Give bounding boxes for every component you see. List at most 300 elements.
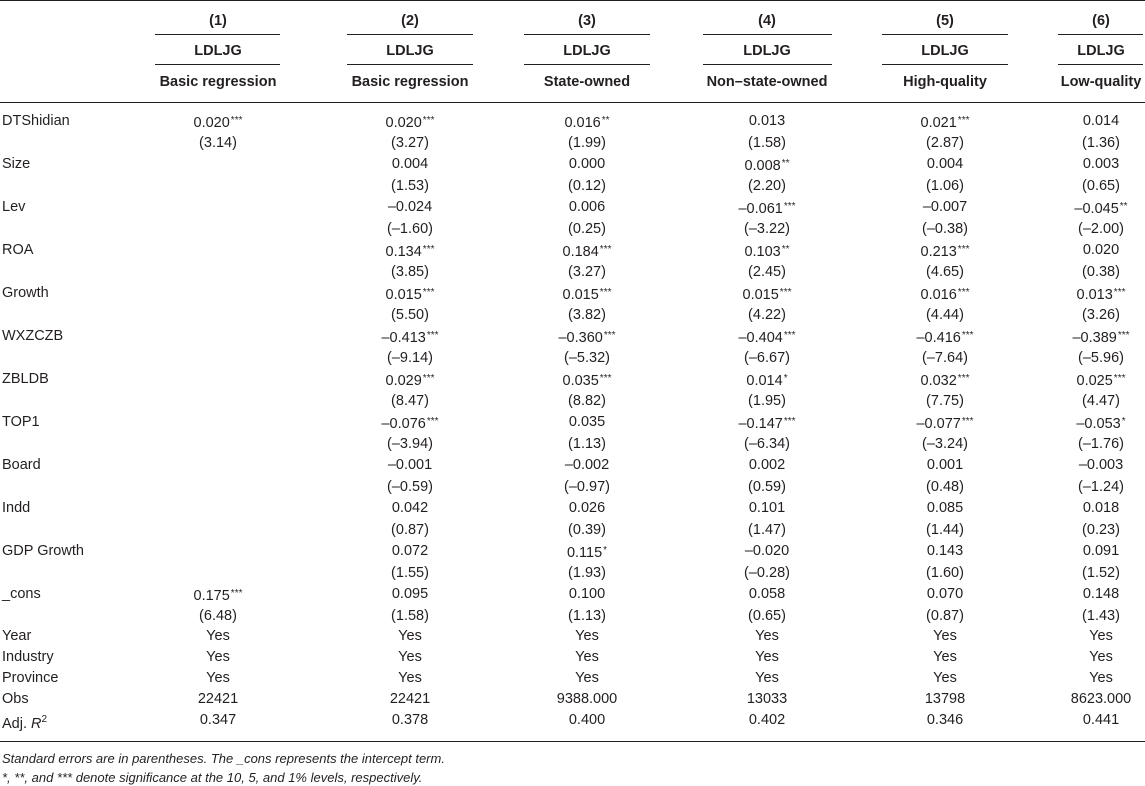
column-description: Basic regression [159,74,277,90]
coefficient-value: –0.007 [922,199,968,215]
coefficient-value: –0.404 [738,330,783,346]
coefficient-value: –0.002 [564,457,610,473]
footer-value-cell: Yes [398,670,422,686]
coefficient-cell [921,370,970,390]
coefficient-value: 0.016 [920,287,957,303]
standard-error-cell: (3.14) [199,135,237,151]
coefficient-value: –0.147 [738,416,783,432]
footer-value-cell: Yes [575,649,599,665]
standard-error-cell: (–0.59) [387,479,433,495]
standard-error-cell: (–6.67) [744,350,790,366]
column-number: (4) [758,13,776,29]
footer-value-cell: 9388.000 [556,691,618,707]
standard-error-cell: (1.60) [926,565,964,581]
coefficient-value: 0.000 [568,156,606,172]
significance-stars: *** [957,244,970,255]
column-description: High-quality [903,74,987,90]
column-number: (1) [209,13,227,29]
coefficient-cell [749,585,785,603]
r2-value-cell: 0.402 [748,712,786,728]
coefficient-value: 0.101 [748,500,786,516]
coefficient-value: 0.058 [748,586,786,602]
row-label: Board [2,457,41,473]
coefficient-cell [565,456,609,474]
significance-stars: *** [783,330,796,341]
coefficient-cell [392,585,428,603]
coefficient-value: 0.032 [920,373,957,389]
significance-stars: *** [426,330,439,341]
coefficient-cell [749,112,785,130]
column-header-rule [155,64,280,65]
coefficient-cell [563,370,612,390]
coefficient-cell [745,542,789,560]
row-label: Size [2,156,31,172]
column-header-rule [1058,34,1143,35]
standard-error-cell: (–1.76) [1078,436,1124,452]
standard-error-cell: (–3.94) [387,436,433,452]
column-header-rule [524,34,650,35]
coefficient-value: 0.025 [1076,373,1113,389]
standard-error-cell: (–0.28) [744,565,790,581]
significance-stars: *** [422,373,435,384]
coefficient-value: 0.008 [744,158,781,174]
coefficient-cell [1076,413,1125,433]
coefficient-value: 0.035 [568,414,606,430]
coefficient-cell [386,241,435,261]
standard-error-cell: (1.58) [391,608,429,624]
coefficient-value: 0.095 [391,586,429,602]
table-bottom-rule [0,741,1145,742]
coefficient-value: 0.026 [568,500,606,516]
standard-error-cell: (3.26) [1082,307,1120,323]
row-label: Industry [2,649,54,665]
standard-error-cell: (–0.38) [922,221,968,237]
significance-stars: *** [230,588,243,599]
coefficient-value: 0.091 [1082,543,1120,559]
standard-error-cell: (–0.97) [564,479,610,495]
footer-value-cell: Yes [933,670,957,686]
row-label: Lev [2,199,26,215]
standard-error-cell: (1.58) [748,135,786,151]
footer-value-cell: Yes [1089,670,1113,686]
coefficient-cell [567,542,607,562]
coefficient-value: –0.413 [381,330,426,346]
significance-stars: *** [1113,287,1126,298]
r2-value-cell: 0.400 [568,712,606,728]
standard-error-cell: (6.48) [199,608,237,624]
column-description: Non–state-owned [706,74,828,90]
coefficient-cell [916,413,973,433]
column-dependent-variable: LDLJG [563,43,611,59]
footer-value-cell: Yes [1089,628,1113,644]
coefficient-cell [569,413,605,431]
footer-value-cell: Yes [575,670,599,686]
standard-error-cell: (1.53) [391,178,429,194]
coefficient-value: 0.070 [926,586,964,602]
standard-error-cell: (–9.14) [387,350,433,366]
coefficient-value: 0.115 [566,545,603,561]
column-description: State-owned [543,74,631,90]
standard-error-cell: (4.65) [926,264,964,280]
coefficient-value: –0.003 [1078,457,1124,473]
coefficient-cell [921,284,970,304]
significance-stars: *** [603,330,616,341]
footer-value-cell: Yes [1089,649,1113,665]
column-dependent-variable: LDLJG [743,43,791,59]
coefficient-cell [1077,284,1126,304]
standard-error-cell: (1.43) [1082,608,1120,624]
coefficient-value: –0.077 [916,416,961,432]
standard-error-cell: (0.23) [1082,522,1120,538]
coefficient-value: 0.085 [926,500,964,516]
column-dependent-variable: LDLJG [194,43,242,59]
coefficient-value: 0.035 [562,373,599,389]
standard-error-cell: (8.47) [391,393,429,409]
coefficient-value: 0.001 [926,457,964,473]
standard-error-cell: (1.99) [568,135,606,151]
coefficient-value: –0.020 [744,543,790,559]
coefficient-cell [738,327,795,347]
coefficient-cell [569,155,605,173]
standard-error-cell: (–3.22) [744,221,790,237]
coefficient-cell [738,413,795,433]
row-label: ZBLDB [2,371,49,387]
coefficient-value: 0.013 [1076,287,1113,303]
column-dependent-variable: LDLJG [1077,43,1125,59]
column-header-rule [1058,64,1143,65]
standard-error-cell: (7.75) [926,393,964,409]
coefficient-value: –0.024 [387,199,433,215]
standard-error-cell: (3.85) [391,264,429,280]
coefficient-cell [749,456,785,474]
footer-value-cell: Yes [206,670,230,686]
standard-error-cell: (–1.24) [1078,479,1124,495]
standard-error-cell: (5.50) [391,307,429,323]
standard-error-cell: (1.47) [748,522,786,538]
row-label: Obs [2,691,29,707]
coefficient-cell [1074,198,1127,218]
row-label: ROA [2,242,34,258]
significance-stars: *** [779,287,792,298]
significance-stars: *** [422,287,435,298]
coefficient-cell [388,456,432,474]
coefficient-value: –0.001 [387,457,433,473]
footer-value-cell: 13033 [746,691,788,707]
column-number: (6) [1092,13,1110,29]
coefficient-cell [749,499,785,517]
coefficient-value: 0.002 [748,457,786,473]
standard-error-cell: (–5.96) [1078,350,1124,366]
column-description: Low-quality [1060,74,1142,90]
coefficient-value: 0.014 [746,373,783,389]
coefficient-cell [381,413,438,433]
standard-error-cell: (0.87) [926,608,964,624]
coefficient-value: –0.360 [558,330,603,346]
standard-error-cell: (1.06) [926,178,964,194]
footer-value-cell: Yes [206,649,230,665]
standard-error-cell: (0.65) [748,608,786,624]
coefficient-cell [563,241,612,261]
column-number: (2) [401,13,419,29]
standard-error-cell: (8.82) [568,393,606,409]
coefficient-value: –0.389 [1072,330,1117,346]
column-header-rule [703,34,832,35]
significance-stars: *** [422,115,435,126]
significance-stars: * [603,545,608,556]
footer-value-cell: 22421 [197,691,239,707]
standard-error-cell: (4.22) [748,307,786,323]
standard-error-cell: (1.93) [568,565,606,581]
significance-stars: *** [422,244,435,255]
coefficient-value: 0.016 [564,115,601,131]
significance-stars: *** [957,373,970,384]
row-label: _cons [2,586,41,602]
coefficient-cell [392,542,428,560]
coefficient-cell [1072,327,1129,347]
significance-stars: *** [599,373,612,384]
column-number: (3) [578,13,596,29]
coefficient-value: 0.020 [193,115,230,131]
column-header-rule [155,34,280,35]
coefficient-cell [927,542,963,560]
coefficient-cell [744,241,789,261]
coefficient-value: –0.061 [738,201,783,217]
footer-value-cell: Yes [755,649,779,665]
coefficient-cell [194,112,243,132]
column-number: (5) [936,13,954,29]
coefficient-cell [1083,542,1119,560]
row-label: TOP1 [2,414,40,430]
coefficient-value: –0.045 [1074,201,1119,217]
coefficient-cell [386,112,435,132]
coefficient-cell [194,585,243,605]
coefficient-cell [738,198,795,218]
table-note-significance: *, **, and *** denote significance at the 10, 5, and 1% levels, respectively. [2,770,423,785]
coefficient-value: 0.134 [385,244,422,260]
significance-stars: *** [1117,330,1130,341]
row-label: Growth [2,285,49,301]
significance-stars: ** [601,115,610,126]
coefficient-value: 0.042 [391,500,429,516]
standard-error-cell: (1.55) [391,565,429,581]
standard-error-cell: (0.48) [926,479,964,495]
significance-stars: *** [599,244,612,255]
row-label: Indd [2,500,31,516]
r2-value-cell: 0.347 [199,712,237,728]
standard-error-cell: (2.87) [926,135,964,151]
adj-label: Adj. [2,715,32,732]
coefficient-value: 0.072 [391,543,429,559]
footer-value-cell: Yes [398,628,422,644]
standard-error-cell: (2.20) [748,178,786,194]
column-header-rule [347,64,473,65]
standard-error-cell: (0.65) [1082,178,1120,194]
table-top-rule [0,0,1145,1]
standard-error-cell: (1.36) [1082,135,1120,151]
coefficient-cell [1077,370,1126,390]
row-label: DTShidian [2,113,70,129]
coefficient-cell [1079,456,1123,474]
coefficient-value: 0.184 [562,244,599,260]
coefficient-value: 0.029 [385,373,422,389]
coefficient-cell [927,456,963,474]
standard-error-cell: (0.59) [748,479,786,495]
coefficient-cell [388,198,432,216]
footer-value-cell: Yes [755,628,779,644]
coefficient-cell [927,585,963,603]
table-header-rule [0,102,1145,103]
coefficient-cell [921,112,970,132]
coefficient-value: 0.100 [568,586,606,602]
significance-stars: *** [961,416,974,427]
footer-value-cell: 13798 [924,691,966,707]
significance-stars: *** [1113,373,1126,384]
standard-error-cell: (–2.00) [1078,221,1124,237]
coefficient-cell [386,370,435,390]
coefficient-value: 0.004 [926,156,964,172]
coefficient-value: 0.143 [926,543,964,559]
r-superscript: 2 [41,714,48,725]
coefficient-value: –0.076 [381,416,426,432]
column-header-rule [524,64,650,65]
coefficient-cell [569,499,605,517]
coefficient-cell [564,112,609,132]
coefficient-value: 0.020 [385,115,422,131]
coefficient-value: 0.018 [1082,500,1120,516]
standard-error-cell: (0.87) [391,522,429,538]
footer-value-cell: Yes [933,649,957,665]
coefficient-cell [392,499,428,517]
coefficient-cell [1083,241,1119,259]
coefficient-value: 0.213 [920,244,957,260]
coefficient-value: 0.103 [744,244,781,260]
standard-error-cell: (–7.64) [922,350,968,366]
footer-value-cell: Yes [206,628,230,644]
column-description: Basic regression [351,74,469,90]
row-label-adj-r2 [2,711,47,733]
coefficient-value: –0.416 [916,330,961,346]
coefficient-value: 0.015 [562,287,599,303]
coefficient-cell [1083,499,1119,517]
standard-error-cell: (0.25) [568,221,606,237]
coefficient-cell [569,198,605,216]
significance-stars: * [1121,416,1126,427]
significance-stars: *** [599,287,612,298]
coefficient-cell [746,370,787,390]
column-dependent-variable: LDLJG [921,43,969,59]
footer-value-cell: Yes [755,670,779,686]
r2-value-cell: 0.346 [926,712,964,728]
coefficient-cell [563,284,612,304]
coefficient-value: 0.020 [1082,242,1120,258]
significance-stars: *** [961,330,974,341]
standard-error-cell: (3.27) [391,135,429,151]
coefficient-value: 0.021 [920,115,957,131]
coefficient-cell [392,155,428,173]
significance-stars: * [783,373,788,384]
coefficient-cell [381,327,438,347]
significance-stars: *** [230,115,243,126]
footer-value-cell: 8623.000 [1070,691,1132,707]
column-header-rule [882,34,1008,35]
row-label: Year [2,628,32,644]
coefficient-cell [916,327,973,347]
significance-stars: *** [783,201,796,212]
row-label: GDP Growth [2,543,84,559]
significance-stars: *** [426,416,439,427]
standard-error-cell: (1.52) [1082,565,1120,581]
standard-error-cell: (0.12) [568,178,606,194]
standard-error-cell: (–3.24) [922,436,968,452]
coefficient-value: 0.006 [568,199,606,215]
coefficient-cell [569,585,605,603]
footer-value-cell: Yes [398,649,422,665]
column-header-rule [703,64,832,65]
row-label: WXZCZB [2,328,64,344]
standard-error-cell: (–1.60) [387,221,433,237]
coefficient-value: 0.148 [1082,586,1120,602]
table-note-standard-errors: Standard errors are in parentheses. The _cons represents the intercept term. [2,751,445,766]
standard-error-cell: (1.95) [748,393,786,409]
coefficient-value: –0.053 [1076,416,1121,432]
standard-error-cell: (–5.32) [564,350,610,366]
coefficient-cell [927,155,963,173]
significance-stars: *** [957,287,970,298]
coefficient-cell [1083,155,1119,173]
significance-stars: ** [1119,201,1128,212]
coefficient-value: 0.004 [391,156,429,172]
significance-stars: ** [781,158,790,169]
significance-stars: ** [781,244,790,255]
coefficient-cell [386,284,435,304]
standard-error-cell: (–6.34) [744,436,790,452]
coefficient-cell [927,499,963,517]
standard-error-cell: (1.13) [568,608,606,624]
r2-value-cell: 0.441 [1082,712,1120,728]
footer-value-cell: Yes [933,628,957,644]
standard-error-cell: (3.82) [568,307,606,323]
coefficient-value: 0.175 [193,588,230,604]
coefficient-value: 0.013 [748,113,786,129]
column-header-rule [347,34,473,35]
coefficient-cell [1083,112,1119,130]
footer-value-cell: Yes [575,628,599,644]
footer-value-cell: 22421 [389,691,431,707]
column-header-rule [882,64,1008,65]
standard-error-cell: (1.44) [926,522,964,538]
standard-error-cell: (3.27) [568,264,606,280]
coefficient-cell [921,241,970,261]
significance-stars: *** [957,115,970,126]
coefficient-cell [1083,585,1119,603]
standard-error-cell: (4.44) [926,307,964,323]
standard-error-cell: (1.13) [568,436,606,452]
coefficient-value: 0.014 [1082,113,1120,129]
standard-error-cell: (4.47) [1082,393,1120,409]
row-label: Province [2,670,59,686]
coefficient-cell [923,198,967,216]
significance-stars: *** [783,416,796,427]
coefficient-value: 0.003 [1082,156,1120,172]
coefficient-cell [558,327,615,347]
standard-error-cell: (0.39) [568,522,606,538]
coefficient-value: 0.015 [385,287,422,303]
r-symbol: R [31,715,42,732]
coefficient-value: 0.015 [742,287,779,303]
r2-value-cell: 0.378 [391,712,429,728]
column-dependent-variable: LDLJG [386,43,434,59]
standard-error-cell: (0.38) [1082,264,1120,280]
